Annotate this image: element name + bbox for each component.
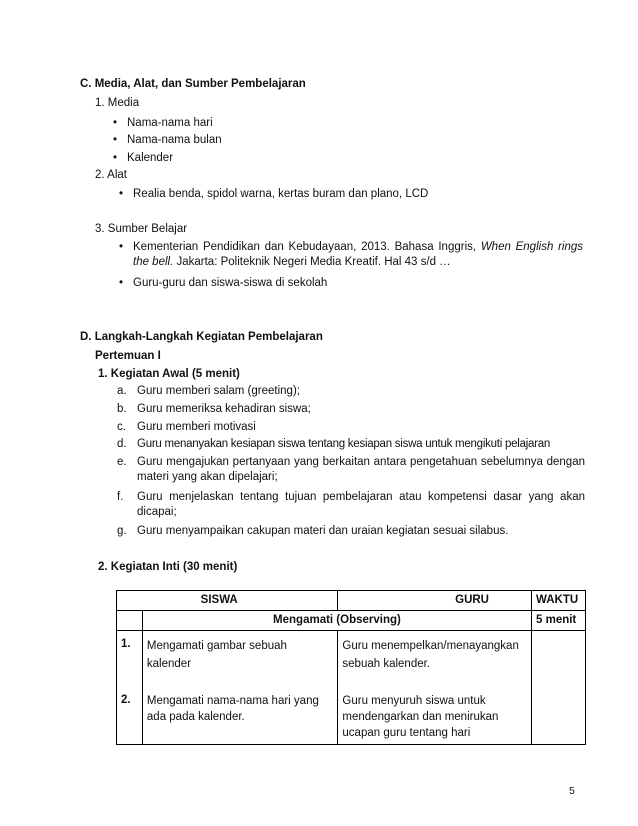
meeting-label: Pertemuan I xyxy=(95,350,161,362)
header-guru: GURU xyxy=(338,591,532,611)
row-number-cell xyxy=(117,631,143,745)
table-cell-empty xyxy=(117,611,143,631)
table-header-row xyxy=(117,591,586,611)
guru-activity: Guru menempelkan/menayangkan sebuah kalender. xyxy=(342,640,519,670)
awal-item-text: Guru menyampaikan cakupan materi dan uraian kegiatan sesuai silabus. xyxy=(137,525,509,537)
awal-item-label: b. xyxy=(117,403,127,415)
alat-item: • Realia benda, spidol warna, kertas buram dan plano, LCD xyxy=(133,187,428,202)
section-d-title: D. Langkah-Langkah Kegiatan Pembelajaran xyxy=(80,331,323,343)
siswa-cell xyxy=(142,631,338,745)
row-number: 1. xyxy=(121,638,131,650)
awal-item-label: d. xyxy=(117,438,127,450)
sumber-heading: 3. Sumber Belajar xyxy=(95,223,188,235)
sumber-item-book xyxy=(133,240,583,270)
awal-item-text: Guru memberi salam (greeting); xyxy=(137,385,300,397)
awal-item-label: c. xyxy=(117,421,126,433)
table-spacer xyxy=(342,673,527,693)
sumber-book-publisher: Jakarta: Politeknik Negeri Media Kreatif. Hal 43 s/d … xyxy=(173,256,451,268)
sumber-item-people: • Guru-guru dan siswa-siswa di sekolah xyxy=(133,276,327,291)
media-item: • Kalender xyxy=(127,151,173,166)
guru-activity: Guru menyuruh siswa untuk mendengarkan dan menirukan ucapan guru tentang hari xyxy=(342,695,499,739)
subheader-observing: Mengamati (Observing) xyxy=(142,611,531,631)
header-siswa: SISWA xyxy=(117,591,338,611)
awal-item-label: e. xyxy=(117,456,127,468)
inti-heading: 2. Kegiatan Inti (30 menit) xyxy=(98,561,238,573)
awal-item-text: Guru mengajukan pertanyaan yang berkaitan antara pengetahuan sebelumnya dengan materi yang akan dipelajari; xyxy=(137,456,585,483)
awal-item-label: f. xyxy=(117,491,124,503)
table-row xyxy=(117,631,586,745)
subheader-time: 5 menit xyxy=(532,611,586,631)
awal-heading: 1. Kegiatan Awal (5 menit) xyxy=(98,368,240,380)
media-item: • Nama-nama hari xyxy=(127,116,213,131)
awal-item-text: Guru menjelaskan tentang tujuan pembelajaran atau kompetensi dasar yang akan dicapai; xyxy=(137,491,585,518)
row-number: 2. xyxy=(121,694,131,706)
siswa-activity: Mengamati gambar sebuah kalender xyxy=(146,640,287,670)
alat-heading: 2. Alat xyxy=(95,169,127,181)
waktu-cell xyxy=(532,631,586,745)
sumber-book-title: When English rings the bell. xyxy=(133,241,584,268)
awal-item-text: Guru memeriksa kehadiran siswa; xyxy=(137,403,311,415)
awal-item-label: g. xyxy=(117,525,127,537)
table-spacer xyxy=(121,655,138,693)
guru-cell xyxy=(338,631,532,745)
header-waktu: WAKTU xyxy=(532,591,586,611)
table-subheader-row xyxy=(117,611,586,631)
siswa-activity: Mengamati nama-nama hari yang ada pada kalender. xyxy=(146,695,319,723)
media-item: • Nama-nama bulan xyxy=(127,133,222,148)
section-c-title: C. Media, Alat, dan Sumber Pembelajaran xyxy=(80,78,306,90)
page-number: 5 xyxy=(569,785,575,797)
awal-item-text: Guru memberi motivasi xyxy=(137,421,256,433)
awal-item-text: Guru menanyakan kesiapan siswa tentang kesiapan siswa untuk mengikuti pelajaran xyxy=(137,438,551,450)
sumber-book-text: Kementerian Pendidikan dan Kebudayaan, 2013. Bahasa Inggris, xyxy=(133,241,481,253)
media-heading: 1. Media xyxy=(95,97,140,109)
awal-item-label: a. xyxy=(117,385,127,397)
activity-table xyxy=(116,590,586,745)
table-spacer xyxy=(147,673,334,693)
